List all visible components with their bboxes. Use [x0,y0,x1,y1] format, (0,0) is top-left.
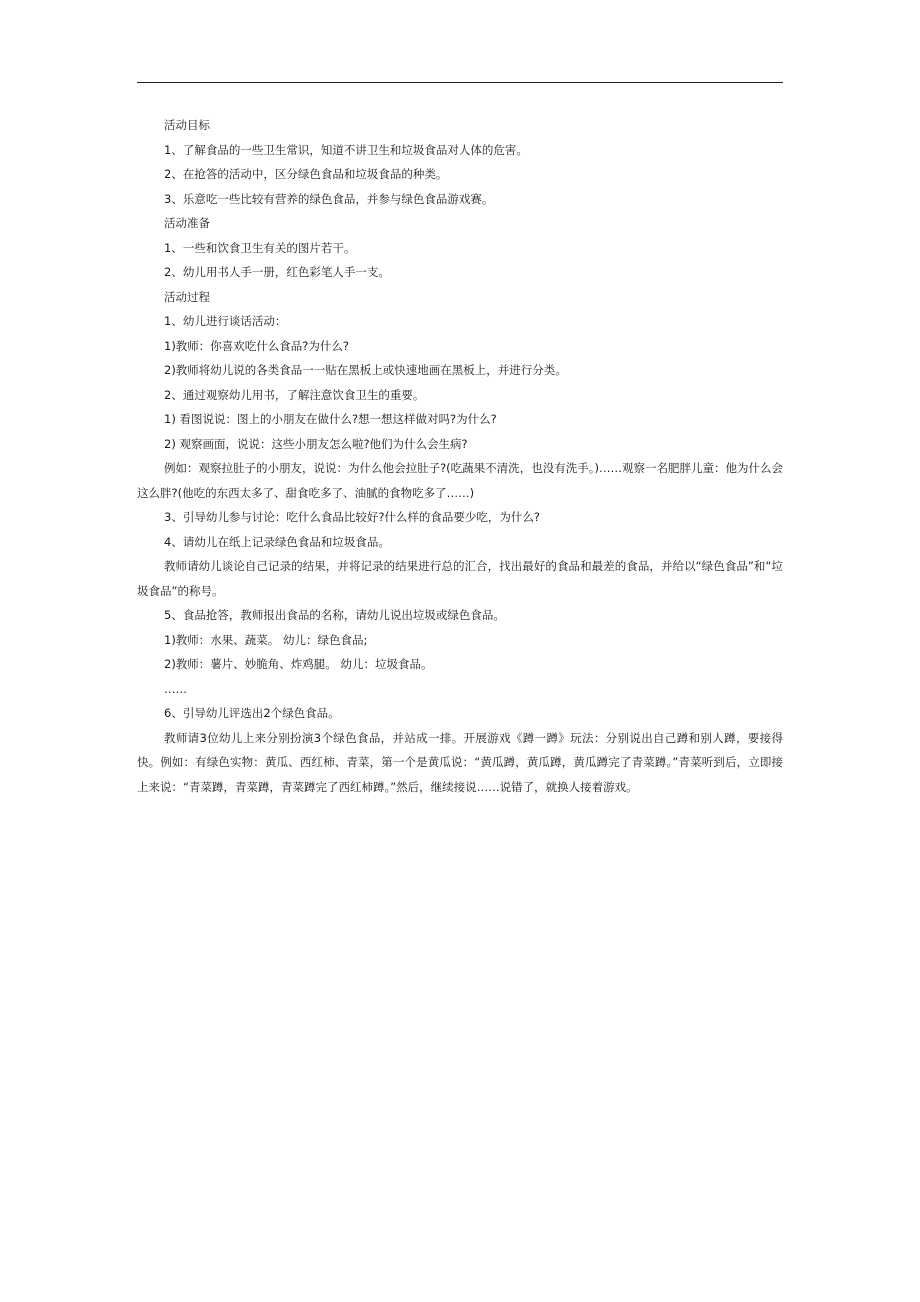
process-step: 4、请幼儿在纸上记录绿色食品和垃圾食品。 [164,534,390,549]
process-substep: 2) 观察画面，说说：这些小朋友怎么啦?他们为什么会生病? [164,436,468,451]
goal-item: 3、乐意吃一些比较有营养的绿色食品，并参与绿色食品游戏赛。 [164,191,494,206]
process-step: 1、幼儿进行谈话活动： [164,314,287,328]
preparation-item: 1、一些和饮食卫生有关的图片若干。 [164,240,356,255]
section-heading-process: 活动过程 [164,289,210,304]
process-step: 2、通过观察幼儿用书，了解注意饮食卫生的重要。 [164,387,425,402]
section-heading-goals: 活动目标 [164,118,210,132]
process-step: 5、食品抢答，教师报出食品的名称，请幼儿说出垃圾或绿色食品。 [164,608,505,622]
ellipsis-line: …… [164,681,187,696]
process-substep: 1)教师：你喜欢吃什么食品?为什么? [164,338,350,353]
process-substep: 1) 看图说说：图上的小朋友在做什么?想一想这样做对吗?为什么? [164,412,497,426]
header-rule [137,82,783,83]
process-substep: 2)教师将幼儿说的各类食品一一贴在黑板上或快速地画在黑板上，并进行分类。 [164,363,567,377]
preparation-item: 2、幼儿用书人手一册，红色彩笔人手一支。 [164,265,390,279]
summary-paragraph: 教师请幼儿谈论自己记录的结果，并将记录的结果进行总的汇合，找出最好的食品和最差的食品，并给以“绿色食品”和“垃圾食品”的称号。 [137,559,783,598]
process-step: 6、引导幼儿评选出2个绿色食品。 [164,706,340,720]
example-paragraph: 例如：观察拉肚子的小朋友，说说：为什么他会拉肚子?(吃蔬果不清洗，也没有洗手。)……观察一名肥胖儿童：他为什么会这么胖?(他吃的东西太多了、甜食吃多了、油腻的食物吃多了……) [137,461,783,500]
goal-item: 1、了解食品的一些卫生常识，知道不讲卫生和垃圾食品对人体的危害。 [164,142,528,157]
process-substep: 2)教师：薯片、妙脆角、炸鸡腿。 幼儿：垃圾食品。 [164,657,433,671]
goal-item: 2、在抢答的活动中，区分绿色食品和垃圾食品的种类。 [164,167,448,181]
process-step: 3、引导幼儿参与讨论：吃什么食品比较好?什么样的食品要少吃，为什么? [164,510,541,524]
process-substep: 1)教师：水果、蔬菜。 幼儿：绿色食品; [164,632,368,647]
document-body [137,113,783,799]
section-heading-preparation: 活动准备 [164,216,210,230]
game-paragraph: 教师请3位幼儿上来分别扮演3个绿色食品，并站成一排。开展游戏《蹲一蹲》玩法：分别说出自己蹲和别人蹲，要接得快。例如：有绿色实物：黄瓜、西红柿、青菜，第一个是黄瓜说：“黄瓜蹲，黄瓜蹲，黄瓜蹲完了青菜蹲。”青菜听到后，立即接上来说：“青菜蹲，青菜蹲，青菜蹲完了西红柿蹲。”然后，继续接说……说错了，就换人接着游戏。 [137,730,783,794]
